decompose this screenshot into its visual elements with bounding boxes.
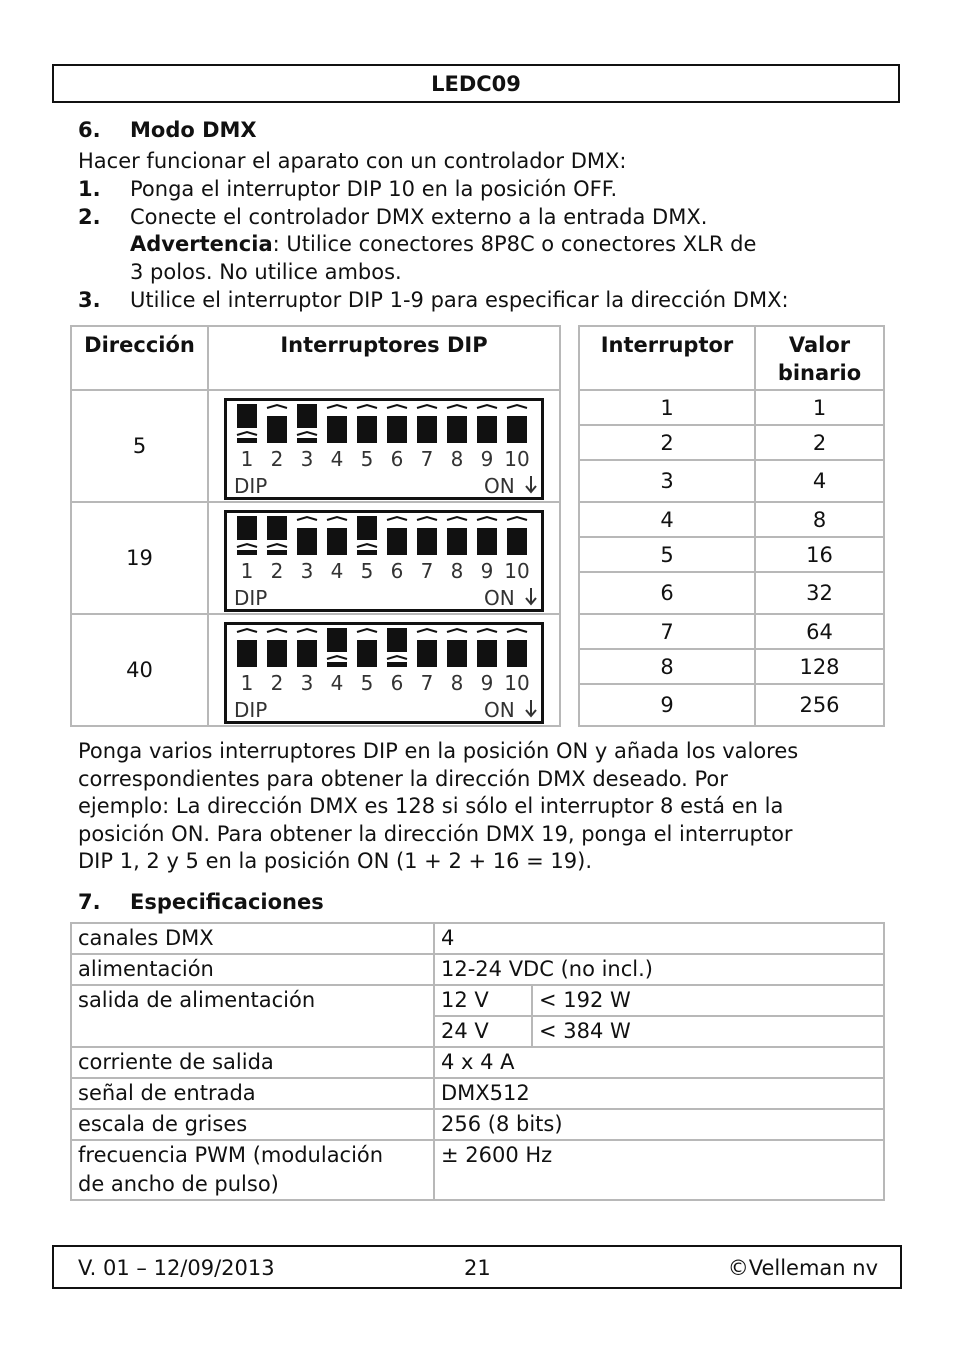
switch-number-label: 4 [330, 559, 344, 583]
document-title: LEDC09 [431, 72, 521, 96]
switch-lever-off [477, 416, 497, 443]
switch-number-label: 6 [390, 671, 404, 695]
switch-number-label: 7 [420, 671, 434, 695]
switch-lever-off [507, 640, 527, 667]
switch-lever-off [357, 640, 377, 667]
switch-number-label: 10 [504, 559, 530, 583]
section-7-number: 7. [78, 890, 101, 914]
table-row: 7 64 [579, 614, 884, 649]
table-row: alimentación 12-24 VDC (no incl.) [71, 954, 884, 985]
step-3-text: Utilice el interruptor DIP 1-9 para especificar la dirección DMX: [130, 288, 789, 312]
switch-lever-off [327, 416, 347, 443]
switch-lever-on [267, 516, 287, 540]
table-row: corriente de salida 4 x 4 A [71, 1047, 884, 1078]
section-7-title: Especificaciones [130, 890, 324, 914]
table-row [71, 390, 560, 502]
switch-lever-off [447, 528, 467, 555]
dip-switch-diagram [224, 622, 544, 724]
switch-number-label: 8 [450, 559, 464, 583]
switch-number-label: 10 [504, 447, 530, 471]
switch-number-label: 8 [450, 447, 464, 471]
switch-number-label: 3 [300, 671, 314, 695]
footer-copyright: ©Velleman nv [727, 1256, 878, 1280]
footer [52, 1245, 902, 1289]
switch-number-label: 2 [270, 559, 284, 583]
address-cell: 19 [71, 502, 208, 614]
switch-lever-off [417, 640, 437, 667]
switch-number-label: 2 [270, 447, 284, 471]
address-header: Dirección [71, 326, 208, 390]
switch-base [267, 550, 287, 555]
table-row [71, 502, 560, 614]
address-cell: 40 [71, 614, 208, 726]
table-row: 2 2 [579, 425, 884, 460]
switch-number-label: 5 [360, 447, 374, 471]
table-row: canales DMX 4 [71, 923, 884, 954]
switch-lever-off [357, 416, 377, 443]
switch-lever-off [387, 528, 407, 555]
dip-label: DIP [234, 698, 268, 722]
switch-header: Interruptor [579, 326, 755, 390]
switch-lever-on [297, 404, 317, 428]
switch-base [237, 438, 257, 443]
switch-number-label: 10 [504, 671, 530, 695]
value-header: Valor binario [755, 326, 884, 390]
switch-lever-off [507, 528, 527, 555]
switch-base [387, 662, 407, 667]
table-row: 6 32 [579, 572, 884, 614]
switch-lever-on [237, 404, 257, 428]
dip-label: DIP [234, 474, 268, 498]
table-row: frecuencia PWM (modulación de ancho de pulso) ± 2600 Hz [71, 1140, 884, 1200]
switch-number-label: 7 [420, 559, 434, 583]
switch-number-label: 1 [240, 559, 254, 583]
table-row: señal de entrada DMX512 [71, 1078, 884, 1109]
table-row: 3 4 [579, 460, 884, 502]
switch-lever-off [447, 416, 467, 443]
switch-number-label: 3 [300, 559, 314, 583]
on-label: ON [484, 474, 515, 498]
footer-version: V. 01 – 12/09/2013 [78, 1256, 275, 1280]
switch-number-label: 6 [390, 447, 404, 471]
table-row: 4 8 [579, 502, 884, 537]
switch-number-label: 3 [300, 447, 314, 471]
switch-number-label: 9 [480, 559, 494, 583]
switch-number-label: 4 [330, 447, 344, 471]
dip-label: DIP [234, 586, 268, 610]
switch-base [327, 662, 347, 667]
section-6-number: 6. [78, 118, 101, 142]
dmx-address-table [70, 325, 561, 727]
switch-number-label: 9 [480, 671, 494, 695]
switch-lever-on [237, 516, 257, 540]
switch-lever-off [387, 416, 407, 443]
table-row: 24 V < 384 W [71, 1016, 884, 1047]
table-row: 8 128 [579, 649, 884, 684]
switch-lever-off [297, 640, 317, 667]
step-1-number: 1. [78, 177, 101, 201]
switch-number-label: 4 [330, 671, 344, 695]
switch-lever-off [297, 528, 317, 555]
switch-lever-off [417, 416, 437, 443]
specifications-table [70, 922, 885, 1201]
switch-lever-off [507, 416, 527, 443]
switch-number-label: 1 [240, 671, 254, 695]
section-6-intro: Hacer funcionar el aparato con un controlador DMX: [78, 149, 627, 173]
on-label: ON [484, 698, 515, 722]
address-cell: 5 [71, 390, 208, 502]
warning-text-2: 3 polos. No utilice ambos. [130, 260, 402, 284]
step-1-text: Ponga el interruptor DIP 10 en la posición OFF. [130, 177, 618, 201]
section-6-title: Modo DMX [130, 118, 257, 142]
dip-switch-diagram [224, 398, 544, 500]
warning-label: Advertencia [130, 232, 273, 256]
footer-page-number: 21 [464, 1256, 491, 1280]
switch-lever-off [267, 416, 287, 443]
switch-lever-off [237, 640, 257, 667]
switch-base [297, 438, 317, 443]
table-row: 1 1 [579, 390, 884, 425]
switch-number-label: 8 [450, 671, 464, 695]
switch-number-label: 6 [390, 559, 404, 583]
switch-lever-off [477, 640, 497, 667]
warning-text: : Utilice conectores 8P8C o conectores XLR de [272, 232, 757, 256]
dip-switch-diagram [224, 510, 544, 612]
switch-lever-on [387, 628, 407, 652]
switch-lever-off [477, 528, 497, 555]
header-box [52, 64, 900, 103]
switch-lever-on [327, 628, 347, 652]
switch-lever-off [327, 528, 347, 555]
switch-number-label: 5 [360, 559, 374, 583]
step-2-text: Conecte el controlador DMX externo a la entrada DMX. [130, 205, 708, 229]
explanation-paragraph: Ponga varios interruptores DIP en la posición ON y añada los valores correspondientes para obtener la dirección DMX deseado. Por ejemplo: La dirección DMX es 128 si sólo el interruptor 8 está en la posición ON. Para obtener la dirección DMX 19, ponga el interruptor DIP 1, 2 y 5 en la posición ON (1 + 2 + 16 = 19). [78, 739, 799, 873]
switch-number-label: 1 [240, 447, 254, 471]
binary-value-table [578, 325, 885, 727]
dip-header: Interruptores DIP [208, 326, 560, 390]
switch-lever-on [357, 516, 377, 540]
switch-lever-off [447, 640, 467, 667]
switch-number-label: 9 [480, 447, 494, 471]
on-label: ON [484, 586, 515, 610]
switch-number-label: 2 [270, 671, 284, 695]
switch-number-label: 5 [360, 671, 374, 695]
table-row: 9 256 [579, 684, 884, 726]
step-3-number: 3. [78, 288, 101, 312]
warning-line [130, 231, 756, 259]
switch-number-label: 7 [420, 447, 434, 471]
switch-lever-off [417, 528, 437, 555]
switch-base [357, 550, 377, 555]
switch-lever-off [267, 640, 287, 667]
table-row: escala de grises 256 (8 bits) [71, 1109, 884, 1140]
table-row: 5 16 [579, 537, 884, 572]
step-2-number: 2. [78, 205, 101, 229]
table-row: salida de alimentación 12 V < 192 W [71, 985, 884, 1016]
table-row [71, 614, 560, 726]
switch-base [237, 550, 257, 555]
